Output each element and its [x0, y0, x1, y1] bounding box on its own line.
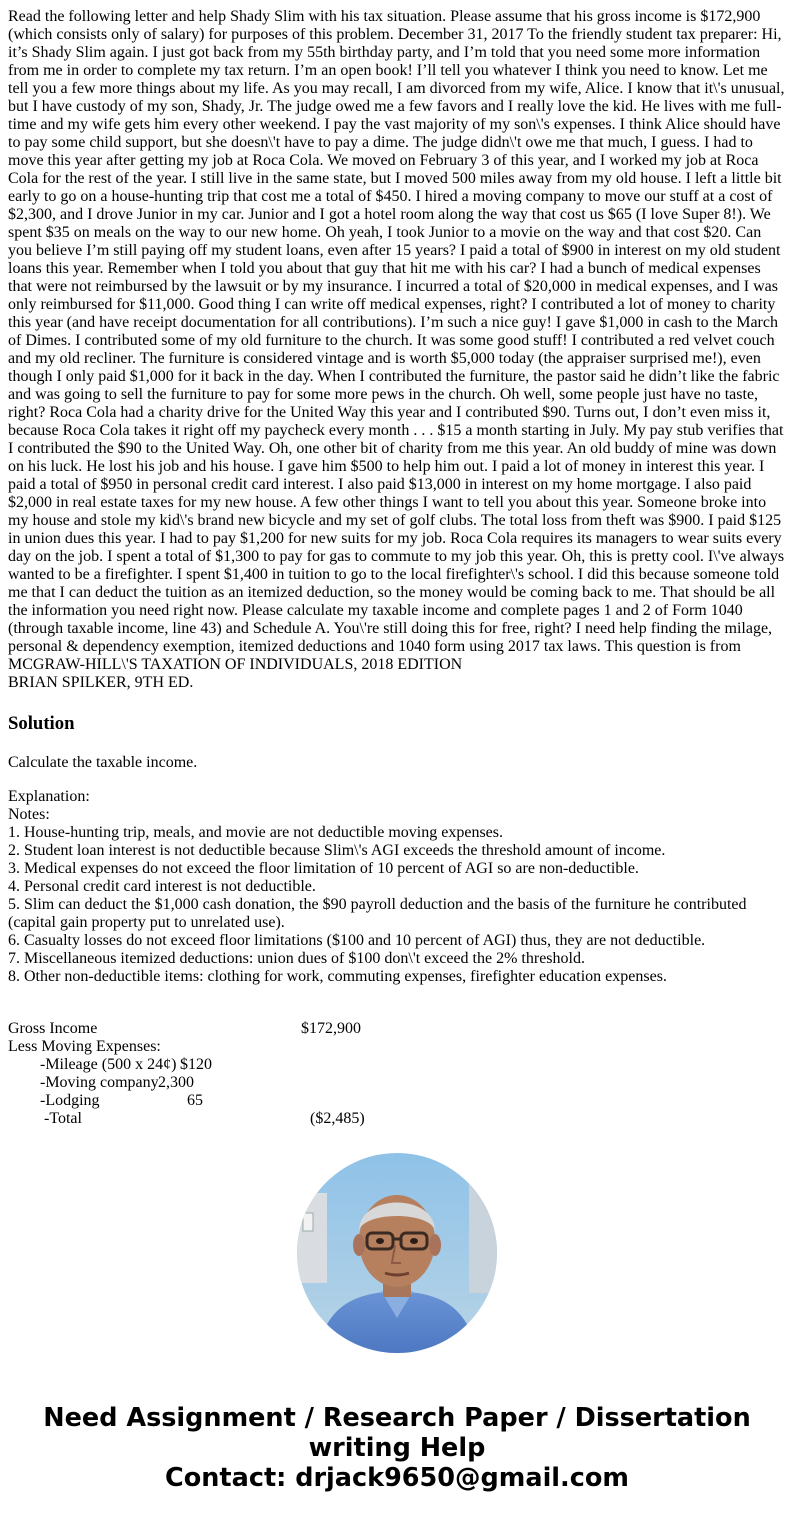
note-item: 7. Miscellaneous itemized deductions: union dues of $100 don\'t exceed the 2% threshold.	[8, 950, 585, 967]
explanation-label: Explanation:	[8, 788, 90, 805]
question-source-line1: MCGRAW-HILL\'S TAXATION OF INDIVIDUALS, 2018 EDITION	[8, 656, 463, 673]
note-item: 1. House-hunting trip, meals, and movie are not deductible moving expenses.	[8, 824, 503, 841]
author-portrait-image	[297, 1153, 497, 1353]
lodging-label: -Lodging	[40, 1092, 100, 1109]
total-row	[8, 1110, 786, 1128]
total-value: ($2,485)	[310, 1110, 365, 1127]
question-source-line2: BRIAN SPILKER, 9TH ED.	[8, 674, 194, 691]
less-moving-row	[8, 1038, 786, 1056]
question-body: Read the following letter and help Shady Slim with his tax situation. Please assume that his gross income is $172,900 (which consists only of salary) for purposes of this problem. December 31, 2017 To the friendly student tax preparer: Hi, it’s Shady Slim again. I just got back from my 55th birthday party, and I’m told that you need some more information from me in order to complete my tax return. I’m an open book! I’ll tell you whatever I think you need to know. Let me tell you a few more things about my life. As you may recall, I am divorced from my wife, Alice. I know that it\'s unusual, but I have custody of my son, Shady, Jr. The judge owed me a few favors and I really love the kid. He lives with me full-time and my wife gets him every other weekend. I pay the vast majority of my son\'s expenses. I think Alice should have to pay some child support, but she doesn\'t have to pay a dime. The judge didn\'t owe me that much, I guess. I had to move this year after getting my job at Roca Cola. We moved on February 3 of this year, and I worked my job at Roca Cola for the rest of the year. I still live in the same state, but I moved 500 miles away from my old house. I left a little bit early to go on a house-hunting trip that cost me a total of $450. I hired a moving company to move our stuff at a cost of $2,300, and I drove Junior in my car. Junior and I got a hotel room along the way that cost us $65 (I love Super 8!). We spent $35 on meals on the way to our new home. Oh yeah, I took Junior to a movie on the way and that cost $20. Can you believe I’m still paying off my student loans, even after 15 years? I paid a total of $900 in interest on my old student loans this year. Remember when I told you about that guy that hit me with his car? I had a bunch of medical expenses that were not reimbursed by the lawsuit or by my insurance. I incurred a total of $20,000 in medical expenses, and I was only reimbursed for $11,000. Good thing I can write off medical expenses, right? I contributed a lot of money to charity this year (and have receipt documentation for all contributions). I’m such a nice guy! I gave $1,000 in cash to the March of Dimes. I contributed some of my old furniture to the church. It was some good stuff! I contributed a red velvet couch and my old recliner. The furniture is considered vintage and is worth $5,000 today (the appraiser surprised me!), even though I only paid $1,000 for it back in the day. When I contributed the furniture, the pastor said he didn’t like the fabric and was going to sell the furniture to pay for some more pews in the church. Oh well, some people just have no taste, right? Roca Cola had a charity drive for the United Way this year and I contributed $90. Turns out, I don’t even miss it, because Roca Cola takes it right off my paycheck every month . . . $15 a month starting in July. My pay stub verifies that I contributed the $90 to the United Way. Oh, one other bit of charity from me this year. An old buddy of mine was down on his luck. He lost his job and his house. I gave him $500 to help him out. I paid a lot of money in interest this year. I paid a total of $950 in personal credit card interest. I also paid $13,000 in interest on my home mortgage. I also paid $2,000 in real estate taxes for my new house. A few other things I want to tell you about this year. Someone broke into my house and stole my kid\'s brand new bicycle and my set of golf clubs. The total loss from theft was $900. I paid $125 in union dues this year. I had to pay $1,200 for new suits for my job. Roca Cola requires its managers to wear suits every day on the job. I spent a total of $1,300 to pay for gas to commute to my job this year. Oh, this is pretty cool. I\'ve always wanted to be a firefighter. I spent $1,400 in tuition to go to the local firefighter\'s school. I did this because someone told me that I can deduct the tuition as an itemized deduction, so the money would be coming back to me. That should be all the information you need right now. Please calculate my taxable income and complete pages 1 and 2 of Form 1040 (through taxable income, line 43) and Schedule A. You\'re still doing this for free, right? I need help finding the milage, personal & dependency exemption, itemized deductions and 1040 form using 2017 tax laws. This question is from	[8, 8, 785, 655]
gross-income-label: Gross Income	[8, 1020, 98, 1037]
mileage-label: -Mileage (500 x 24¢)	[40, 1056, 177, 1073]
mileage-row	[8, 1056, 786, 1074]
note-item: 2. Student loan interest is not deductible because Slim\'s AGI exceeds the threshold amount of income.	[8, 842, 666, 859]
less-moving-label: Less Moving Expenses:	[8, 1038, 161, 1055]
page-content	[8, 8, 786, 1128]
solution-heading: Solution	[8, 713, 75, 734]
mileage-value: $120	[180, 1056, 212, 1073]
total-label: -Total	[44, 1110, 82, 1127]
lodging-value: 65	[187, 1092, 203, 1109]
note-item: 3. Medical expenses do not exceed the floor limitation of 10 percent of AGI so are non-deductible.	[8, 860, 639, 877]
contact-banner-line3: Contact: drjack9650@gmail.com	[165, 1463, 629, 1493]
lodging-row	[8, 1092, 786, 1110]
moving-company-value: 2,300	[158, 1074, 194, 1091]
note-item: 8. Other non-deductible items: clothing for work, commuting expenses, firefighter education expenses.	[8, 968, 667, 985]
question-text	[8, 8, 786, 692]
notes-label: Notes:	[8, 806, 50, 823]
note-item: 4. Personal credit card interest is not deductible.	[8, 878, 316, 895]
note-item: 6. Casualty losses do not exceed floor limitations ($100 and 10 percent of AGI) thus, they are not deductible.	[8, 932, 706, 949]
moving-company-label: -Moving company	[40, 1074, 159, 1091]
note-item: 5. Slim can deduct the $1,000 cash donation, the $90 payroll deduction and the basis of the furniture he contributed (capital gain property put to unrelated use).	[8, 896, 747, 931]
moving-company-row	[8, 1074, 786, 1092]
author-avatar	[297, 1153, 497, 1353]
gross-income-row	[8, 1020, 786, 1038]
contact-banner-line1: Need Assignment / Research Paper / Dissertation	[43, 1403, 751, 1433]
contact-banner	[0, 1403, 794, 1493]
solution-intro: Calculate the taxable income.	[8, 754, 198, 771]
gross-income-value: $172,900	[301, 1020, 361, 1037]
notes-section	[8, 788, 786, 986]
income-calculation	[8, 1020, 786, 1128]
contact-banner-line2: writing Help	[308, 1433, 486, 1463]
